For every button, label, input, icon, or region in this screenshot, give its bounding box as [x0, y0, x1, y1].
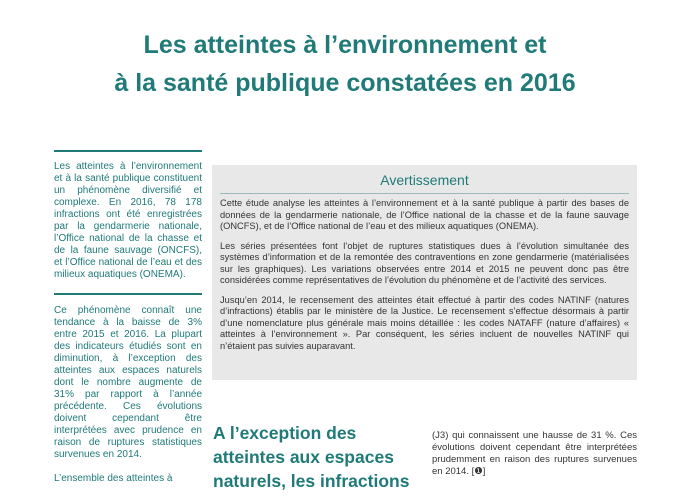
warning-paragraph: Jusqu’en 2014, le recensement des atteintes était effectué à partir des codes NATINF (natures d’infractions) établis par le ministère de la Justice. Le recensement s’effectue désormais à partir d’une nomenclature plus générale mais moins détaillée : les codes NATAFF (nature d’affaires) « atteintes à l’environnement ». Par conséquent, les séries incluent de nouvelles NATINF qui n’étaient pas suivies auparavant.	[220, 294, 629, 351]
title-line-2: à la santé publique constatées en 2016	[114, 69, 576, 97]
warning-paragraph: Cette étude analyse les atteintes à l’environnement et à la santé publique à partir des bases de données de la gendarmerie nationale, de l’Office national de la chasse et de la faune sauvage (ONCFS), et de l’Office national de l’eau et des milieux aquatiques (ONEMA).	[220, 198, 629, 231]
section-heading: A l’exception des atteintes aux espaces naturels, les infractions	[213, 423, 410, 491]
summary-paragraph: Ce phénomène connaît une tendance à la baisse de 3% entre 2015 et 2016. La plupart des indicateurs étudiés sont en diminution, à l’exception des atteintes aux espaces naturels dont le nombre augmente de 31% par rapport à l’année précédente. Ces évolutions doivent cependant être interprétées avec prudence en raison de ruptures statistiques survenues en 2014.	[54, 305, 202, 460]
sidebar-divider	[54, 293, 202, 295]
summary-paragraph: Les atteintes à l’environnement et à la santé publique constituent un phénomène diversifié et complexe. En 2016, 78 178 infractions ont été enregistrées par la gendarmerie nationale, l’Office national de la chasse et de la faune sauvage (ONCFS), et l’Office national de l’eau et des milieux aquatiques (ONEMA).	[54, 161, 202, 280]
warning-paragraph: Les séries présentées font l’objet de ruptures statistiques dues à l’évolution simultanée des systèmes d’information et de la remontée des contraventions en zone gendarmerie (matérialisées sur les graphiques). Les variations observées entre 2014 et 2015 ne peuvent donc pas être considérées comme représentatives de l’évolution du phénomène et de l’activité des services.	[220, 240, 629, 285]
summary-paragraph: L’ensemble des atteintes à	[54, 473, 173, 484]
sidebar-top-rule	[54, 150, 202, 152]
warning-box	[212, 165, 637, 380]
summary-sidebar	[54, 161, 202, 497]
title-line-1: Les atteintes à l’environnement et	[143, 31, 547, 59]
body-text: (J3) qui connaissent une hausse de 31 %. Ces évolutions doivent cependant être interprétées prudemment en raison des ruptures survenues en 2014. [❶]	[432, 430, 637, 477]
page-title	[0, 26, 690, 102]
warning-title: Avertissement	[220, 171, 629, 194]
